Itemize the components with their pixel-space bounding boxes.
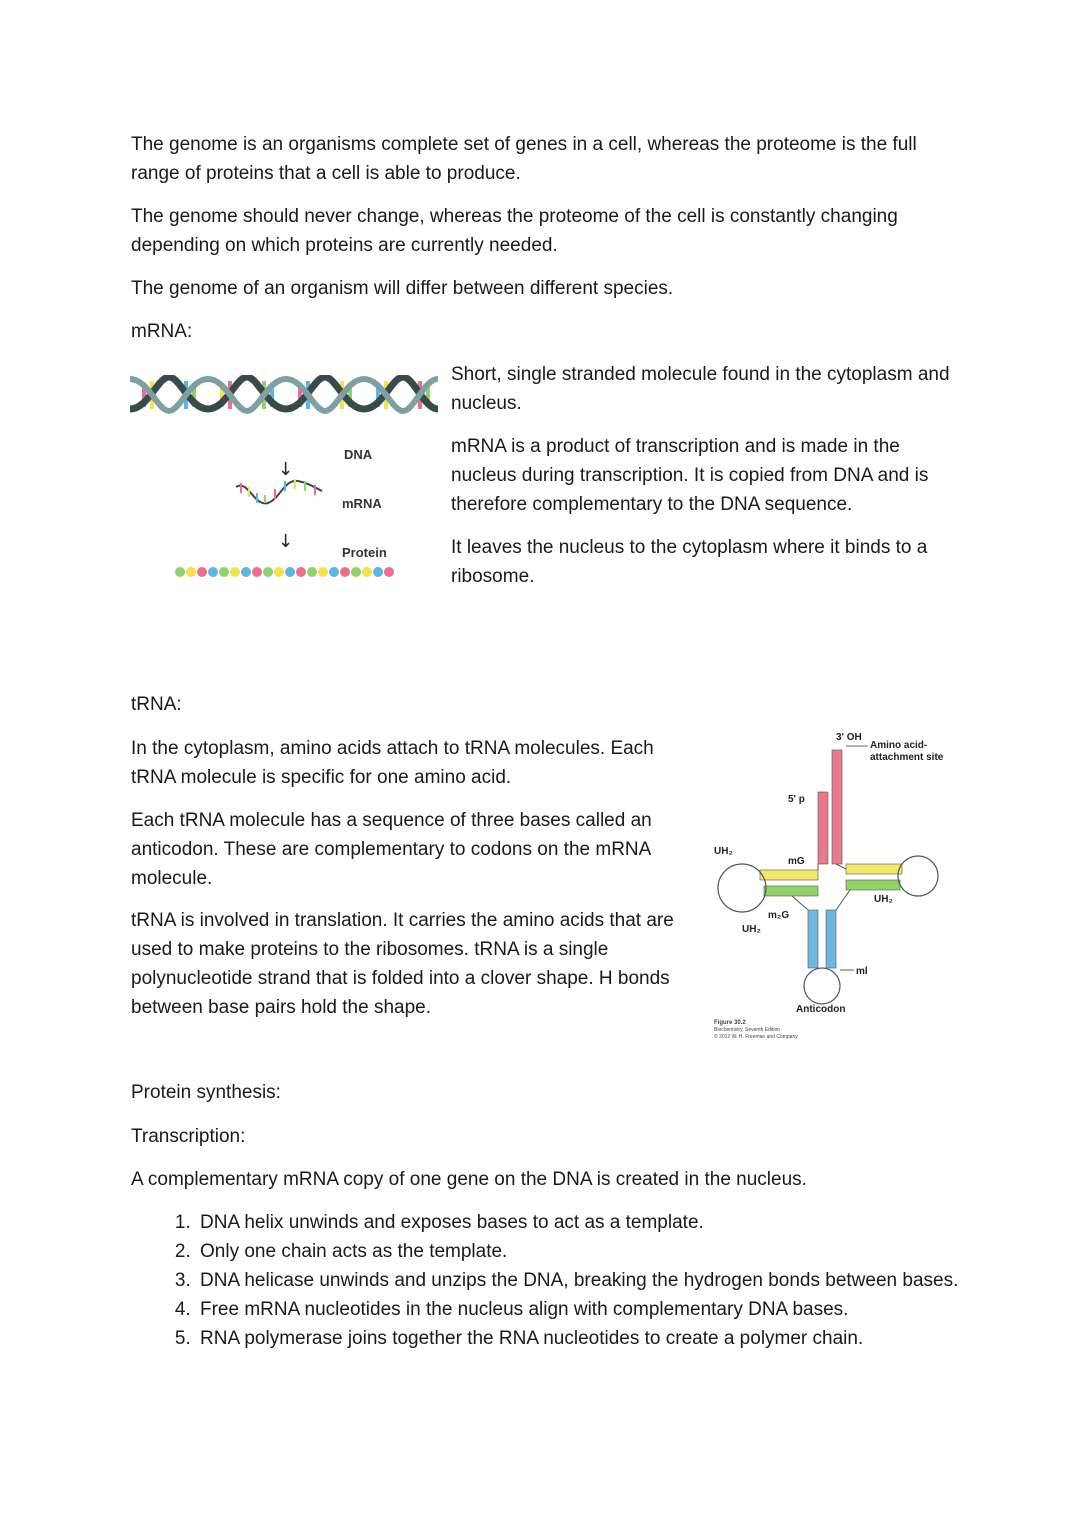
figure-caption: Figure 30.2 [714,1020,746,1026]
three-prime-oh-label: 3' OH [836,732,862,743]
d-arm-bottom [764,886,818,896]
trna-desc-3: tRNA is involved in translation. It carries the amino acids that are used to make proteins to the ribosomes. tRNA is a single polynucleotide strand that is folded into a clover shape. H bonds between base pairs hold the shape. [131,910,674,1018]
uh2-label-b: UH₂ [742,924,761,935]
mrna-desc-3: It leaves the nucleus to the cytoplasm where it binds to a ribosome. [451,537,928,587]
arrow-down-icon: ↓ [278,531,294,552]
d-arm-top [760,870,818,880]
protein-chain [175,567,394,577]
m2g-label: m₂G [768,910,790,921]
anticodon-stem-b [826,910,836,968]
arrow-down-icon: ↓ [278,459,294,480]
acceptor-stem-3 [832,750,842,864]
uh2-label-a: UH₂ [714,846,733,857]
figure-caption-3: © 2012 W. H. Freeman and Company [714,1034,798,1040]
genome-definition: The genome is an organisms complete set of genes in a cell, whereas the proteome is the full range of proteins that a cell is able to produce. [131,134,917,184]
mrna-heading: mRNA: [131,321,193,342]
list-item: 1. DNA helix unwinds and exposes bases to act as a template. [196,1208,996,1237]
dna-label: DNA [344,447,373,462]
trna-heading: tRNA: [131,694,182,715]
mrna-desc-1: Short, single stranded molecule found in the cytoplasm and nucleus. [451,364,950,414]
transcription-steps [131,1208,996,1353]
list-item: 5. RNA polymerase joins together the RNA nucleotides to create a polymer chain. [196,1324,996,1353]
protein-label: Protein [342,545,387,560]
genome-stability: The genome should never change, whereas the proteome of the cell is constantly changing depending on which proteins are currently needed. [131,206,898,256]
anticodon-label: Anticodon [796,1004,846,1015]
transcription-heading: Transcription: [131,1126,246,1147]
anticodon-stem-a [808,910,818,968]
dna-mrna-protein-figure [128,375,440,585]
list-item: 3. DNA helicase unwinds and unzips the DNA, breaking the hydrogen bonds between bases. [196,1266,996,1295]
acceptor-stem-5 [818,792,828,864]
ml-label: ml [856,966,868,977]
uh2-label-c: UH₂ [874,894,893,905]
dna-mrna-protein-diagram [128,375,440,585]
mg-label: mG [788,856,805,867]
attachment-site-label: Amino acid- [870,740,928,751]
trna-figure [708,724,958,1044]
protein-synthesis-heading: Protein synthesis: [131,1082,281,1103]
trna-cloverleaf-diagram [708,724,958,1044]
list-item: 4. Free mRNA nucleotides in the nucleus align with complementary DNA bases. [196,1295,996,1324]
attachment-site-label-2: attachment site [870,752,944,763]
transcription-intro: A complementary mRNA copy of one gene on the DNA is created in the nucleus. [131,1169,807,1190]
genome-species: The genome of an organism will differ between different species. [131,278,674,299]
t-arm-top [846,864,902,874]
mrna-desc-2: mRNA is a product of transcription and is made in the nucleus during transcription. It is copied from DNA and is therefore complementary to the DNA sequence. [451,436,929,515]
mrna-label: mRNA [342,496,382,511]
trna-desc-2: Each tRNA molecule has a sequence of three bases called an anticodon. These are complementary to codons on the mRNA molecule. [131,810,652,889]
figure-caption-2: Biochemistry, Seventh Edition [714,1027,781,1033]
anticodon-loop [804,968,840,1004]
t-loop [898,856,938,896]
t-arm-bottom [846,880,900,890]
d-loop [718,864,766,912]
list-item: 2. Only one chain acts as the template. [196,1237,996,1266]
trna-desc-1: In the cytoplasm, amino acids attach to tRNA molecules. Each tRNA molecule is specific for one amino acid. [131,738,654,788]
mrna-strand [236,479,322,503]
five-prime-label: 5' p [788,794,805,805]
